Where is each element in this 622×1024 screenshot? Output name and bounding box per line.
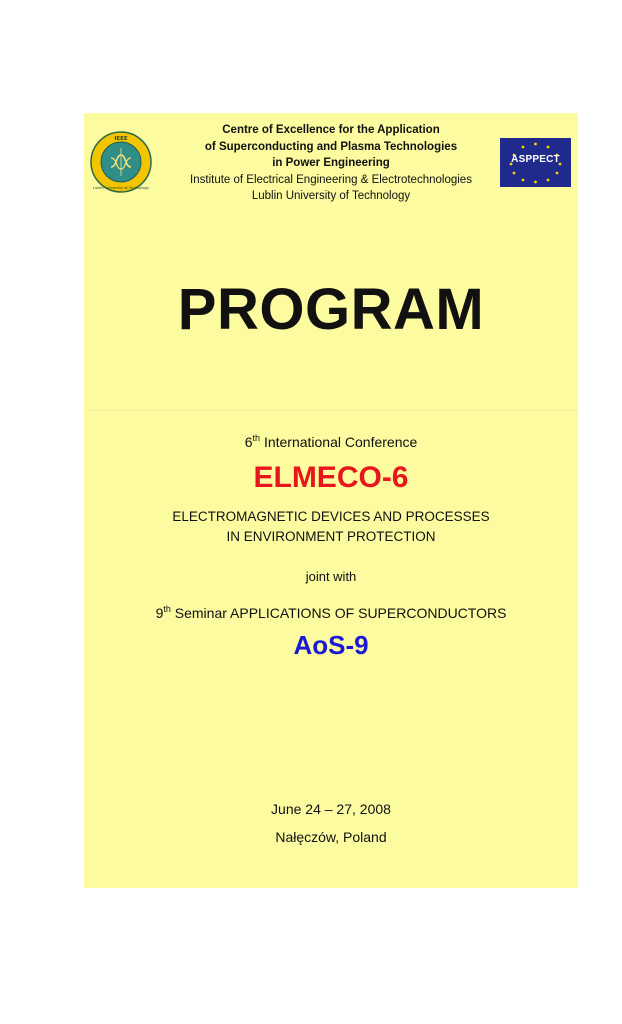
conference-ordinal-suffix: th	[252, 433, 261, 443]
header-line-2: of Superconducting and Plasma Technologies	[204, 140, 458, 153]
conference-label: International Conference	[263, 434, 418, 450]
conference-ordinal: 6	[244, 434, 253, 450]
conference-subtitle-line-1: ELECTROMAGNETIC DEVICES AND PROCESSES	[172, 509, 490, 524]
asppect-logo	[500, 138, 571, 187]
seminar-name: AoS-9	[293, 630, 369, 660]
event-place: Nałęczów, Poland	[275, 829, 387, 845]
university-seal-logo	[90, 131, 152, 193]
seal-top-text: IEEE	[114, 136, 128, 142]
institution-header	[154, 122, 508, 205]
program-title: PROGRAM	[177, 277, 485, 342]
seal-ring-text: Lublin University of Technology	[93, 186, 149, 190]
conference-subtitle-line-2: IN ENVIRONMENT PROTECTION	[226, 529, 436, 544]
seminar-line	[84, 605, 578, 621]
header-line-5: Lublin University of Technology	[251, 190, 411, 202]
header-line-4: Institute of Electrical Engineering & Electrotechnologies	[190, 173, 472, 186]
seminar-label: Seminar APPLICATIONS OF SUPERCONDUCTORS	[174, 605, 507, 621]
conference-name: ELMECO-6	[253, 461, 409, 494]
event-date: June 24 – 27, 2008	[271, 801, 391, 817]
header-line-1: Centre of Excellence for the Application	[222, 124, 440, 136]
conference-line	[84, 434, 578, 450]
cover-panel	[84, 113, 578, 888]
asppect-logo-text: ASPPECT	[511, 154, 560, 165]
header-line-3: in Power Engineering	[272, 157, 390, 169]
divider	[84, 410, 578, 411]
seminar-ordinal-suffix: th	[163, 604, 171, 614]
seminar-ordinal: 9	[155, 605, 164, 621]
joint-with-text: joint with	[305, 569, 357, 584]
